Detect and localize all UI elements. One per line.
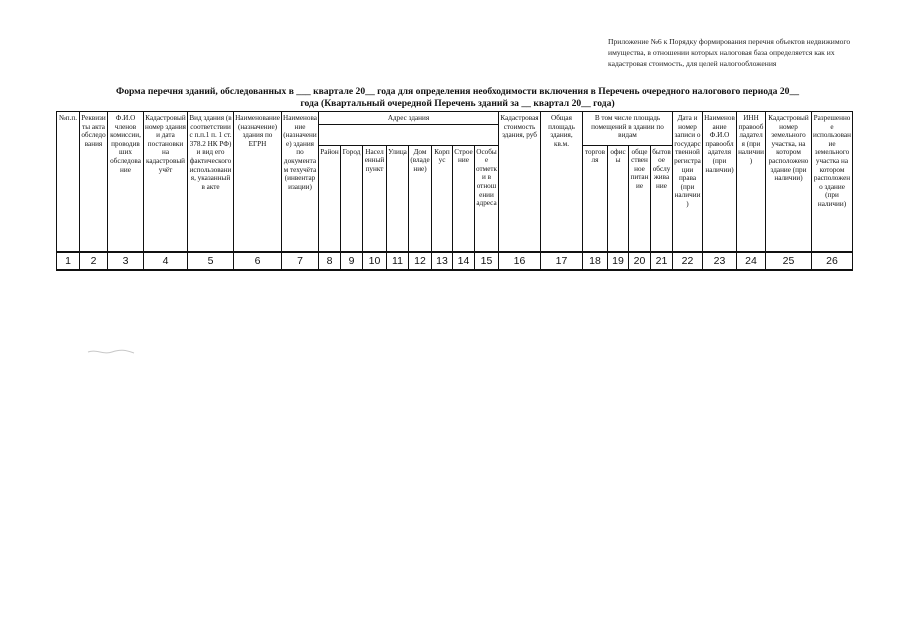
header-house: Дом (владение) bbox=[409, 145, 432, 252]
column-number: 14 bbox=[453, 252, 475, 270]
header-locality: Населенный пункт bbox=[363, 145, 387, 252]
header-registration-record: Дата и номер записи о государственной регистрации права (при наличии) bbox=[673, 112, 703, 252]
column-number: 4 bbox=[144, 252, 188, 270]
appendix-note: Приложение №6 к Порядку формирования перечня объектов недвижимого имущества, в отношении которых налоговая база определяется как их кадастровая стоимость, для целей налогообложения bbox=[608, 37, 851, 68]
header-land-permitted-use: Разрешенное использование земельного участка на котором расположено здание (при наличии) bbox=[812, 112, 853, 252]
column-number: 26 bbox=[812, 252, 853, 270]
column-numbers-row bbox=[57, 252, 853, 270]
header-area-offices: офисы bbox=[608, 145, 629, 252]
buildings-table-wrap bbox=[56, 111, 853, 271]
column-number: 23 bbox=[703, 252, 737, 270]
header-owner-inn: ИНН правообладателя (при наличии) bbox=[737, 112, 766, 252]
header-name-egrn: Наименование (назначение) здания по ЕГРН bbox=[234, 112, 282, 252]
header-address-notes: Особые отметки в отношении адреса bbox=[475, 145, 499, 252]
header-city: Город bbox=[341, 145, 363, 252]
header-address-gap bbox=[319, 124, 499, 145]
column-number: 19 bbox=[608, 252, 629, 270]
header-structure: Строение bbox=[453, 145, 475, 252]
column-number: 2 bbox=[80, 252, 108, 270]
scan-smudge bbox=[86, 346, 136, 358]
column-number: 10 bbox=[363, 252, 387, 270]
header-commission-members: Ф.И.О членов комиссии, проводивших обследование bbox=[108, 112, 144, 252]
header-area-catering: общественное питание bbox=[629, 145, 651, 252]
column-number: 9 bbox=[341, 252, 363, 270]
header-index: №п.п. bbox=[57, 112, 80, 252]
header-building-type: Вид здания (в соответствии с п.п.1 п. 1 ст. 378.2 НК РФ) и вид его фактического использования, указанный в акте bbox=[188, 112, 234, 252]
header-cadastral-number: Кадастровый номер здания и дата постановки на кадастровый учёт bbox=[144, 112, 188, 252]
header-total-area: Общая площадь здания, кв.м. bbox=[541, 112, 583, 252]
column-number: 25 bbox=[766, 252, 812, 270]
buildings-table bbox=[56, 111, 853, 271]
column-number: 5 bbox=[188, 252, 234, 270]
column-number: 24 bbox=[737, 252, 766, 270]
header-row-1 bbox=[57, 112, 853, 125]
column-number: 7 bbox=[282, 252, 319, 270]
column-number: 11 bbox=[387, 252, 409, 270]
column-number: 18 bbox=[583, 252, 608, 270]
header-cadastral-value: Кадастровая стоимость здания, руб bbox=[499, 112, 541, 252]
header-street: Улица bbox=[387, 145, 409, 252]
form-title bbox=[60, 86, 855, 110]
header-district: Район bbox=[319, 145, 341, 252]
column-number: 12 bbox=[409, 252, 432, 270]
column-number: 1 bbox=[57, 252, 80, 270]
column-number: 8 bbox=[319, 252, 341, 270]
column-number: 21 bbox=[651, 252, 673, 270]
form-title-line-1: Форма перечня зданий, обследованных в ___ квартале 20__ года для определения необходимости включения в Перечень очередного налогового периода 20__ bbox=[115, 86, 800, 97]
column-number: 17 bbox=[541, 252, 583, 270]
column-number: 22 bbox=[673, 252, 703, 270]
header-owner-name: Наименование Ф.И.О правообладателя (при наличии) bbox=[703, 112, 737, 252]
column-number: 16 bbox=[499, 252, 541, 270]
header-land-cadastral-number: Кадастровый номер земельного участка, на котором расположено здание (при наличии) bbox=[766, 112, 812, 252]
form-title-line-2: года (Квартальный очередной Перечень зданий за __ квартал 20__ года) bbox=[300, 98, 615, 109]
header-area-trade: торговля bbox=[583, 145, 608, 252]
column-number: 20 bbox=[629, 252, 651, 270]
column-number: 15 bbox=[475, 252, 499, 270]
header-area-group: В том числе площадь помещений в здании по видам bbox=[583, 112, 673, 146]
column-number: 6 bbox=[234, 252, 282, 270]
header-inspection-act: Реквизиты акта обследования bbox=[80, 112, 108, 252]
column-number: 3 bbox=[108, 252, 144, 270]
column-number: 13 bbox=[432, 252, 453, 270]
header-address-group: Адрес здания bbox=[319, 112, 499, 125]
header-name-techaccount: Наименование (назначение) здания по документам техучёта (инвентаризации) bbox=[282, 112, 319, 252]
header-area-services: бытовое обслуживание bbox=[651, 145, 673, 252]
header-block: Корпус bbox=[432, 145, 453, 252]
